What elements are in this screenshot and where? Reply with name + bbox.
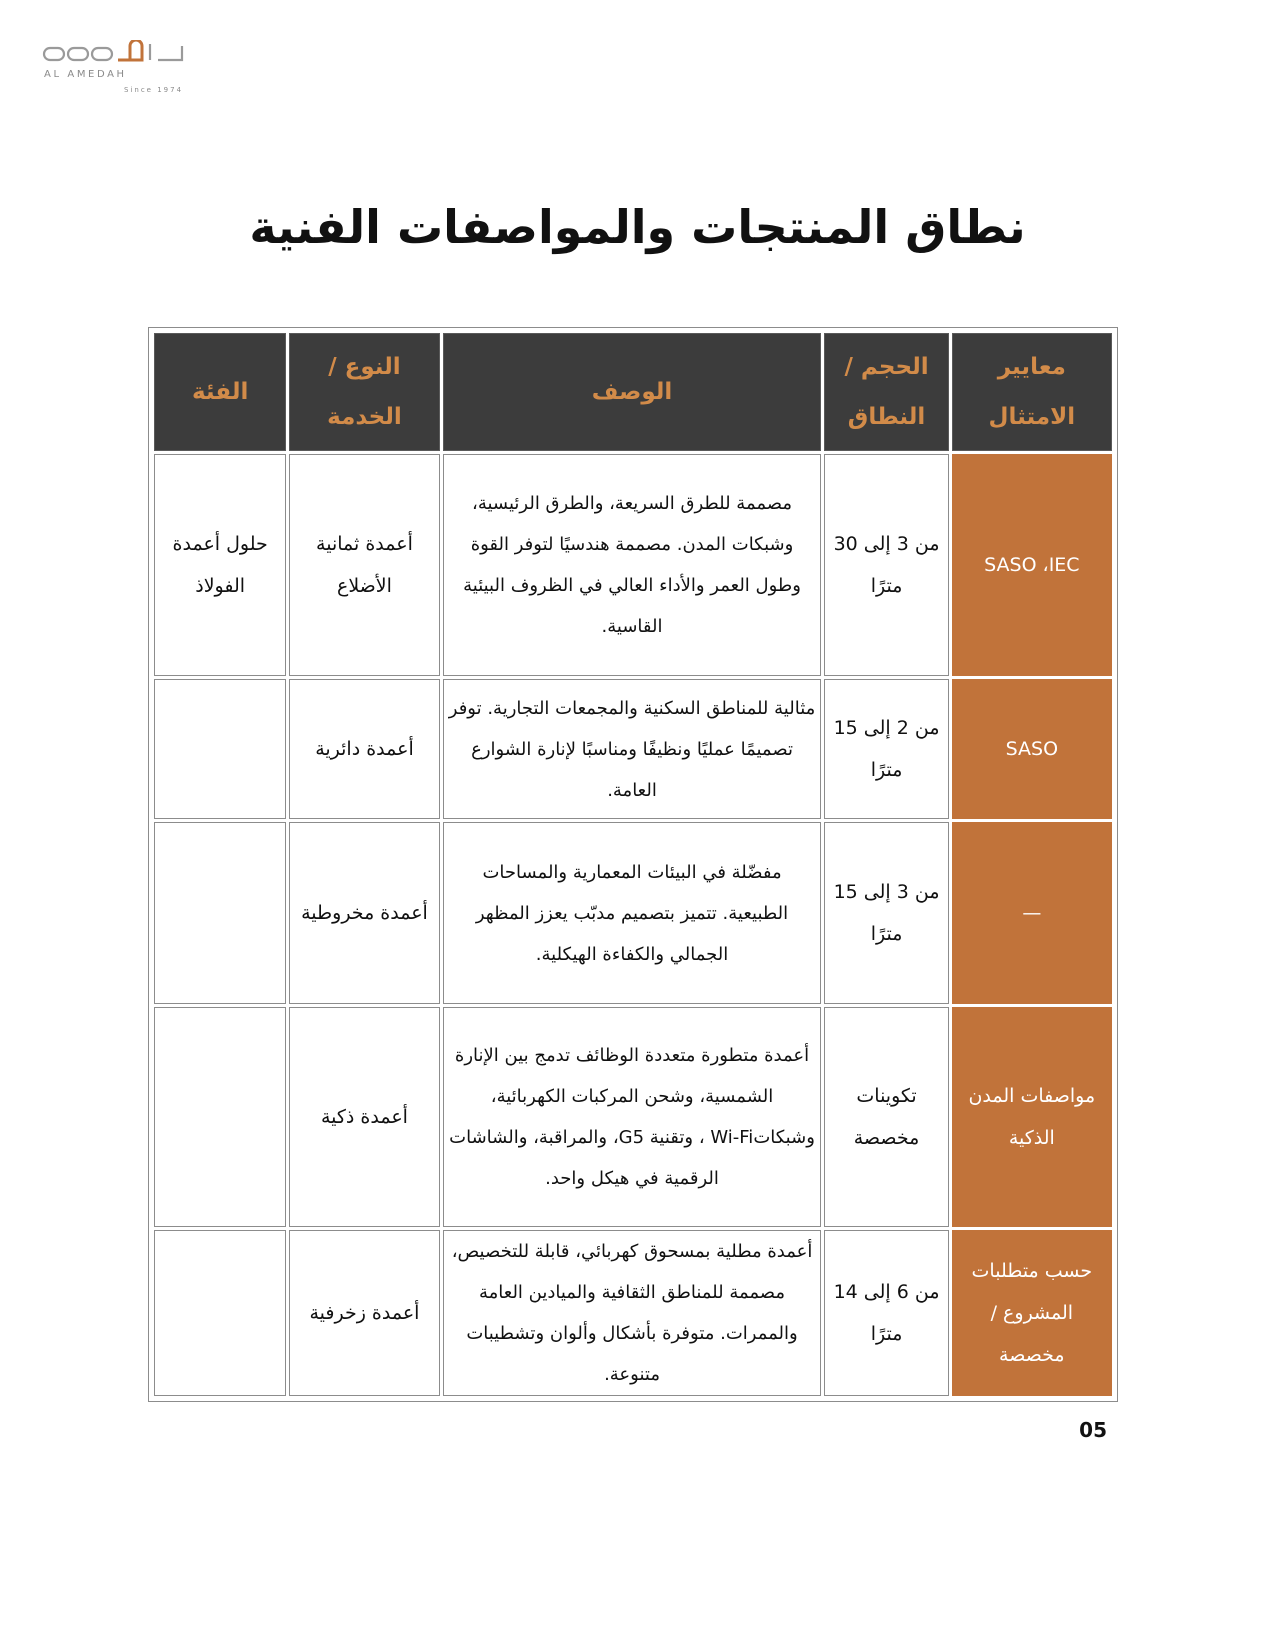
cell-type: أعمدة ثمانية الأضلاع — [289, 454, 439, 676]
header-category: الفئة — [154, 333, 286, 451]
cell-size: من 3 إلى 15 مترًا — [824, 822, 948, 1004]
cell-standards: SASO ،IEC — [952, 454, 1112, 676]
cell-description: مصممة للطرق السريعة، والطرق الرئيسية، وشبكات المدن. مصممة هندسيًا لتوفر القوة وطول العمر والأداء العالي في الظروف البيئية القاسية. — [443, 454, 822, 676]
page-title: نطاق المنتجات والمواصفات الفنية — [249, 200, 1026, 254]
cell-description: أعمدة متطورة متعددة الوظائف تدمج بين الإنارة الشمسية، وشحن المركبات الكهربائية، وشبكاتWi-Fi ، وتقنية G5، والمراقبة، والشاشات الرقمية في هيكل واحد. — [443, 1007, 822, 1227]
cell-type: أعمدة ذكية — [289, 1007, 439, 1227]
cell-category: حلول أعمدة الفولاذ — [154, 454, 286, 676]
cell-standards: مواصفات المدن الذكية — [952, 1007, 1112, 1227]
specs-table — [151, 330, 1115, 1399]
table-row — [154, 1007, 1112, 1227]
logo-brand-text: AL AMEDAH — [44, 69, 127, 80]
cell-category — [154, 822, 286, 1004]
cell-category — [154, 1230, 286, 1396]
specs-table-frame — [148, 327, 1118, 1402]
header-description: الوصف — [443, 333, 822, 451]
logo-since-text: Since 1974 — [124, 86, 184, 94]
header-type: النوع / الخدمة — [289, 333, 439, 451]
cell-type: أعمدة زخرفية — [289, 1230, 439, 1396]
cell-size: من 3 إلى 30 مترًا — [824, 454, 948, 676]
cell-standards: SASO — [952, 679, 1112, 819]
cell-description: مثالية للمناطق السكنية والمجمعات التجارية. توفر تصميمًا عمليًا ونظيفًا ومناسبًا لإنارة الشوارع العامة. — [443, 679, 822, 819]
table-row — [154, 454, 1112, 676]
logo-mark-icon — [42, 40, 192, 68]
table-header-row — [154, 333, 1112, 451]
cell-size: من 6 إلى 14 مترًا — [824, 1230, 948, 1396]
table-row — [154, 1230, 1112, 1396]
company-logo — [42, 40, 202, 100]
header-size: الحجم / النطاق — [824, 333, 948, 451]
cell-type: أعمدة دائرية — [289, 679, 439, 819]
cell-description: أعمدة مطلية بمسحوق كهربائي، قابلة للتخصيص، مصممة للمناطق الثقافية والميادين العامة والممرات. متوفرة بأشكال وألوان وتشطيبات متنوعة. — [443, 1230, 822, 1396]
cell-category — [154, 679, 286, 819]
cell-description: مفضّلة في البيئات المعمارية والمساحات الطبيعية. تتميز بتصميم مدبّب يعزز المظهر الجمالي والكفاءة الهيكلية. — [443, 822, 822, 1004]
header-standards: معايير الامتثال — [952, 333, 1112, 451]
table-row — [154, 679, 1112, 819]
cell-standards: — — [952, 822, 1112, 1004]
table-row — [154, 822, 1112, 1004]
cell-type: أعمدة مخروطية — [289, 822, 439, 1004]
cell-standards: حسب متطلبات المشروع / مخصصة — [952, 1230, 1112, 1396]
page-number: 05 — [1079, 1418, 1107, 1442]
cell-size: من 2 إلى 15 مترًا — [824, 679, 948, 819]
cell-category — [154, 1007, 286, 1227]
cell-size: تكوينات مخصصة — [824, 1007, 948, 1227]
